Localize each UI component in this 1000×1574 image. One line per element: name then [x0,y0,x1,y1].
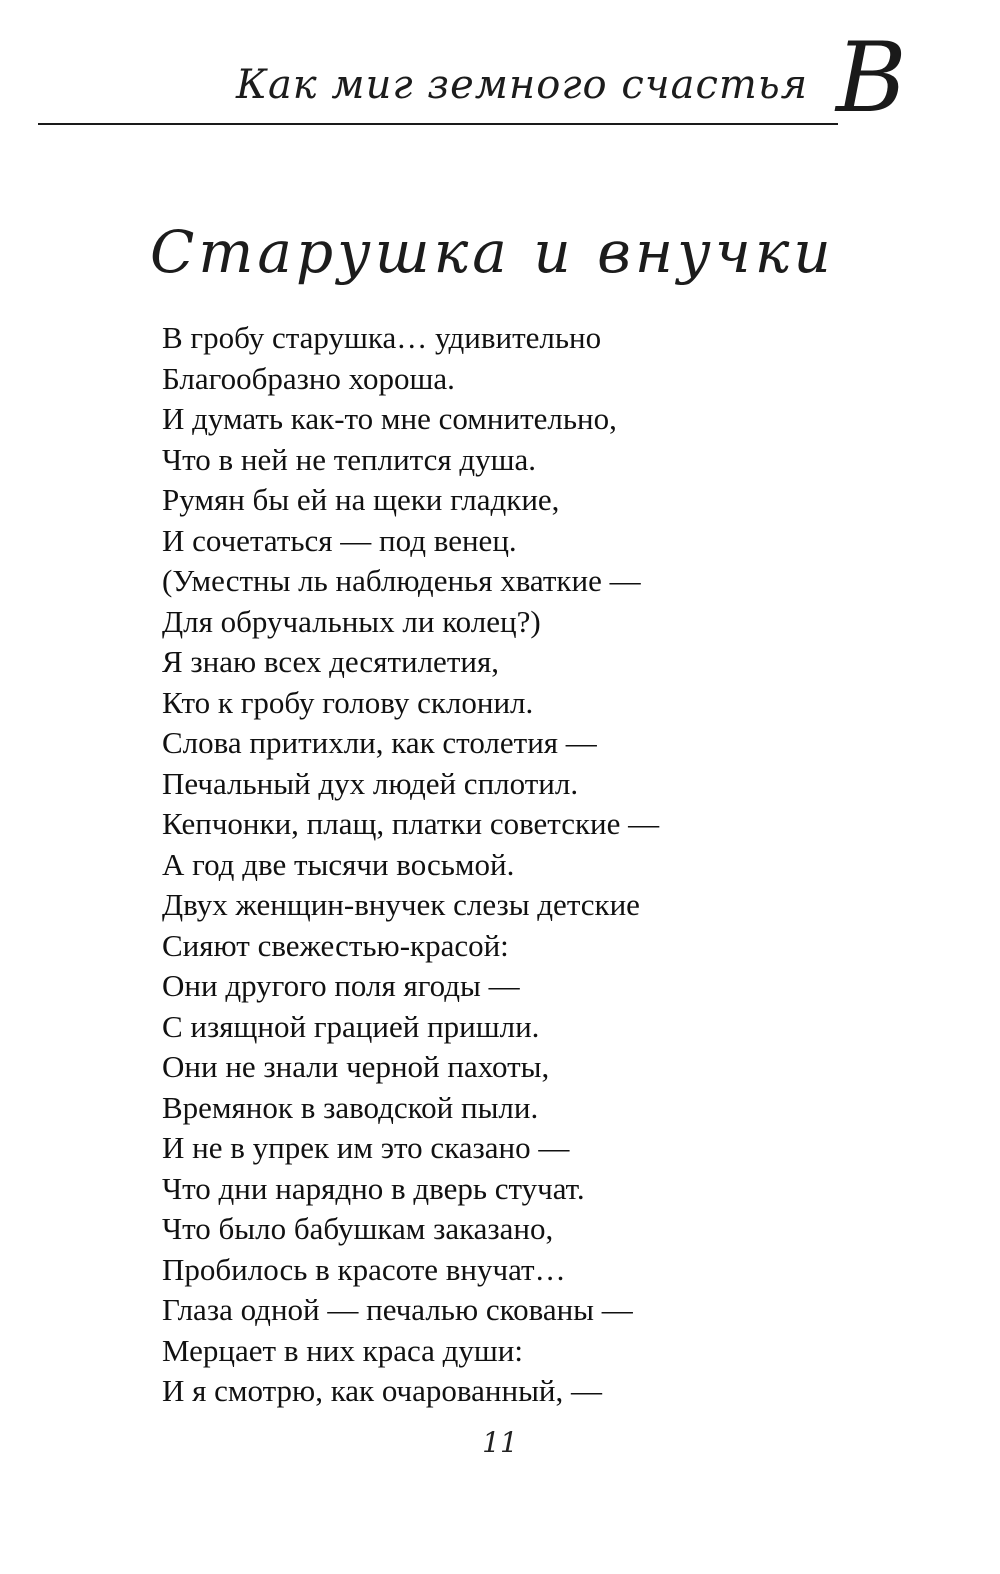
poem-line: В гробу старушка… удивительно [162,320,602,355]
poem-line: Я знаю всех десятилетия, [162,644,499,679]
poem-line: Благообразно хороша. [162,360,455,396]
poem-line: Румян бы ей на щеки гладкие, [162,482,560,517]
poem-title: Старушка и внучки [150,218,835,286]
poem-line: Глаза одной — печалью скованы — [162,1292,633,1327]
poem-line: Сияют свежестью-красой: [162,927,509,963]
section-letter: В [836,22,907,134]
poem-line: А год две тысячи восьмой. [162,846,515,882]
poem-line: Они не знали черной пахоты, [162,1049,550,1084]
poem-line: Мерцает в них краса души: [162,1332,523,1368]
poem-line: (Уместны ль наблюденья хваткие — [162,563,641,598]
poem-line: Пробилось в красоте внучат… [162,1251,566,1287]
poem-line: Времянок в заводской пыли. [162,1089,539,1125]
poem-line: Печальный дух людей сплотил. [162,765,579,801]
poem-line: И думать как-то мне сомнительно, [162,401,617,436]
poem-line: И сочетаться — под венец. [162,522,517,558]
poem-line: Кепчонки, плащ, платки советские — [162,806,660,841]
poem-line: Слова притихли, как столетия — [162,725,597,760]
poem-line: Кто к гробу голову склонил. [162,684,534,720]
running-header [0,0,1000,140]
page-number: 11 [482,1426,518,1459]
poem-body [162,318,962,1412]
header-divider [38,123,838,125]
poem-line: Что дни нарядно в дверь стучат. [162,1170,585,1206]
poem-line: Что было бабушкам заказано, [162,1211,554,1246]
poem-line: Что в ней не теплится душа. [162,441,537,477]
poem-line: Они другого поля ягоды — [162,968,520,1003]
poem-line: Двух женщин-внучек слезы детские [162,887,640,922]
poem-line: И я смотрю, как очарованный, — [162,1373,602,1408]
running-title: Как миг земного счастья [236,62,809,108]
poem-line: С изящной грацией пришли. [162,1008,540,1044]
poem-line: И не в упрек им это сказано — [162,1130,570,1165]
poem-line: Для обручальных ли колец?) [162,603,541,639]
